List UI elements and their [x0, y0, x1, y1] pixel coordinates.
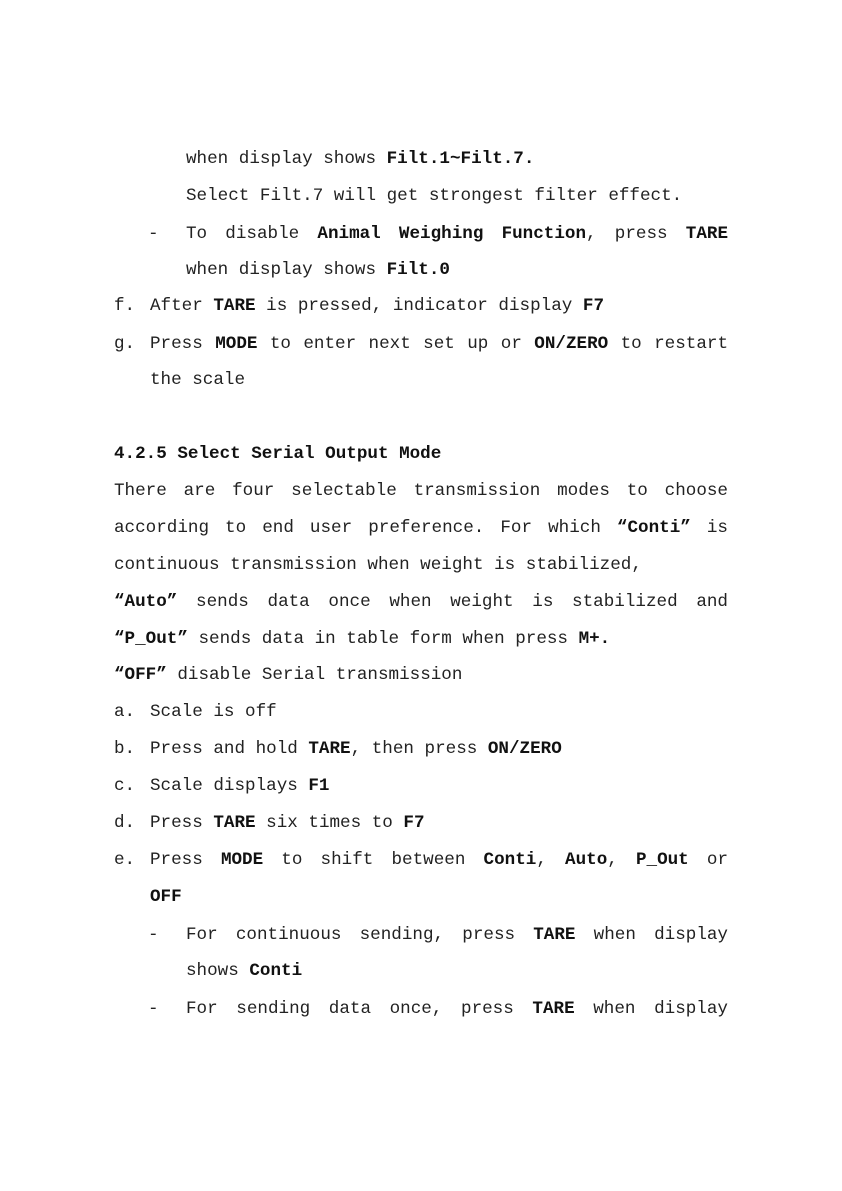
justified-line	[186, 222, 728, 246]
text: disable Serial transmission	[166, 665, 463, 685]
text: sends data in table form when press	[187, 629, 579, 649]
text: sends data once when weight is stabilized and	[177, 592, 728, 612]
text-span	[186, 147, 534, 171]
text: Press	[150, 334, 216, 354]
step-f	[114, 294, 728, 318]
intro-line-4	[114, 590, 728, 614]
once-item-line-1	[114, 997, 728, 1021]
text: For continuous sending, press	[186, 925, 534, 945]
disable-item-line-1	[114, 222, 728, 246]
text: shows	[186, 961, 250, 981]
section-heading: 4.2.5 Select Serial Output Mode	[114, 444, 442, 464]
step-a	[114, 700, 728, 724]
text-span	[186, 222, 728, 246]
filter-line-2	[114, 184, 728, 208]
continuous-item-line-1	[114, 923, 728, 947]
text: to restart	[608, 334, 729, 354]
step-e-line-1	[114, 848, 728, 872]
text: Press and hold	[150, 739, 309, 759]
bold-text: “OFF”	[114, 665, 167, 685]
bold-text: F1	[308, 776, 330, 796]
step-d	[114, 811, 728, 835]
list-marker: f.	[114, 296, 136, 316]
continuous-item-line-2	[114, 959, 728, 983]
text: Press	[150, 813, 214, 833]
list-marker: -	[148, 925, 159, 945]
bold-text: Auto	[565, 850, 608, 870]
bold-text: ON/ZERO	[534, 334, 609, 354]
text: the scale	[150, 370, 246, 390]
bold-text: “P_Out”	[114, 629, 188, 649]
text-span	[150, 811, 425, 835]
bold-text: M+.	[578, 629, 611, 649]
text: ,	[607, 850, 636, 870]
bold-text: Filt.0	[386, 260, 450, 280]
text-span	[186, 923, 728, 947]
text: , press	[586, 224, 686, 244]
intro-line-2	[114, 516, 728, 540]
text: To disable	[186, 224, 318, 244]
justified-line: There are four selectable transmission modes to choose	[114, 481, 728, 501]
bold-text: “Conti”	[616, 518, 691, 538]
bold-text: MODE	[215, 334, 258, 354]
text: Press	[150, 850, 221, 870]
text-span	[150, 774, 330, 798]
bold-text: Animal Weighing Function	[317, 224, 587, 244]
text-span	[186, 997, 728, 1021]
intro-line-6	[114, 663, 728, 687]
text: to shift between	[263, 850, 484, 870]
text: when display shows	[186, 260, 387, 280]
justified-line	[114, 516, 728, 540]
text: For sending data once, press	[186, 999, 533, 1019]
list-marker: a.	[114, 702, 136, 722]
filter-line-1	[114, 147, 728, 171]
bold-text: P_Out	[635, 850, 689, 870]
intro-line-3	[114, 553, 728, 577]
text: according to end user preference. For which	[114, 518, 617, 538]
justified-line	[150, 332, 728, 356]
text: is pressed, indicator display	[255, 296, 583, 316]
text: to enter next set up or	[257, 334, 535, 354]
text: when display	[574, 999, 728, 1019]
bold-text: TARE	[685, 224, 728, 244]
justified-line	[114, 590, 728, 614]
bold-text: Filt.1~Filt.7.	[386, 149, 535, 169]
text: ,	[536, 850, 566, 870]
intro-line-5	[114, 627, 728, 651]
bold-text: “Auto”	[114, 592, 178, 612]
list-marker: b.	[114, 739, 136, 759]
bold-text: F7	[582, 296, 605, 316]
justified-line	[186, 923, 728, 947]
disable-item-line-2	[114, 258, 728, 282]
bold-text: OFF	[150, 887, 182, 907]
list-marker: d.	[114, 813, 136, 833]
text-span	[186, 258, 450, 282]
text: Scale displays	[150, 776, 309, 796]
text: when display	[575, 925, 728, 945]
text: After	[150, 296, 214, 316]
text-span	[150, 848, 728, 872]
text: six times to	[255, 813, 404, 833]
intro-line-1	[114, 479, 728, 503]
step-g-line-2	[114, 368, 728, 392]
section-title	[114, 442, 728, 466]
bold-text: ON/ZERO	[487, 739, 562, 759]
text: is	[690, 518, 728, 538]
justified-line	[150, 848, 728, 872]
bold-text: TARE	[213, 813, 256, 833]
list-marker: -	[148, 999, 159, 1019]
step-e-line-2	[114, 885, 728, 909]
text-span	[150, 294, 604, 318]
text: , then press	[350, 739, 488, 759]
step-c	[114, 774, 728, 798]
text: when display shows	[186, 149, 387, 169]
bold-text: TARE	[533, 925, 576, 945]
text-span	[186, 959, 302, 983]
list-marker: e.	[114, 850, 136, 870]
step-g-line-1	[114, 332, 728, 356]
bold-text: TARE	[308, 739, 351, 759]
list-marker: -	[148, 224, 159, 244]
text: Select Filt.7 will get strongest filter effect.	[186, 186, 683, 206]
justified-line	[186, 997, 728, 1021]
step-b	[114, 737, 728, 761]
list-marker: c.	[114, 776, 136, 796]
text-span	[150, 332, 728, 356]
text: or	[688, 850, 728, 870]
bold-text: F7	[403, 813, 425, 833]
text: continuous transmission when weight is stabilized,	[114, 555, 642, 575]
list-marker: g.	[114, 334, 136, 354]
text: Scale is off	[150, 702, 277, 722]
bold-text: TARE	[532, 999, 575, 1019]
bold-text: TARE	[213, 296, 256, 316]
bold-text: Conti	[483, 850, 537, 870]
text-span	[150, 737, 562, 761]
bold-text: MODE	[220, 850, 264, 870]
bold-text: Conti	[249, 961, 303, 981]
